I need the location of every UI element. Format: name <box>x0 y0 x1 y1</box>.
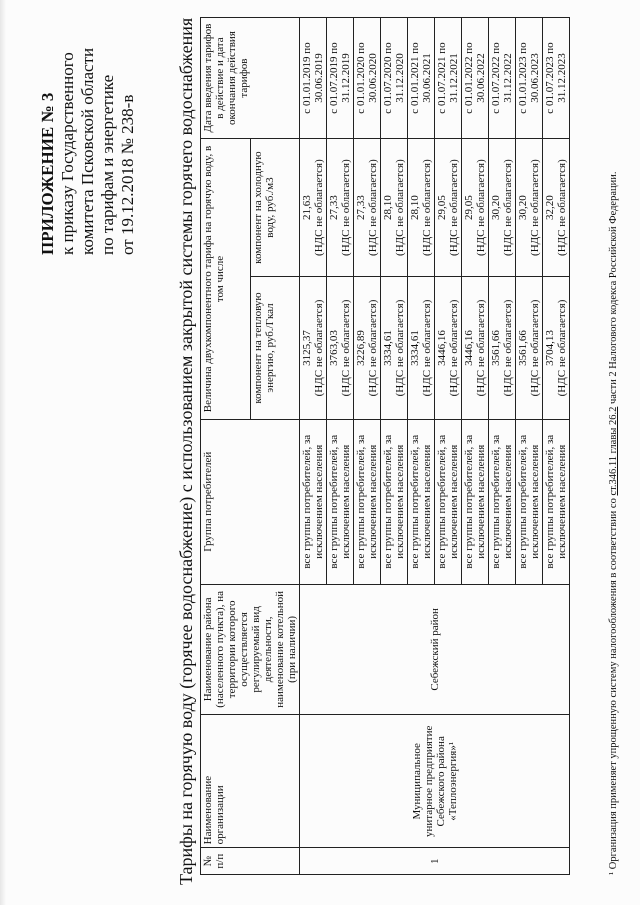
tariff-period: с 01.01.2021 по 30.06.2021 <box>408 18 435 139</box>
cold-component: 27,33 (НДС не облагается) <box>327 139 354 277</box>
table-body <box>300 18 570 875</box>
cold-component: 29,05 (НДС не облагается) <box>435 139 462 277</box>
appendix-line-1: к приказу Государственного <box>58 52 77 255</box>
tariff-period: с 01.01.2020 по 30.06.2020 <box>354 18 381 139</box>
heat-component: 3446,16 (НДС не облагается) <box>462 277 489 420</box>
table-row <box>300 18 327 875</box>
consumer-group: все группы потребителей, за исключением населения <box>408 419 435 584</box>
tariff-period: с 01.01.2019 по 30.06.2019 <box>300 18 327 139</box>
heat-component: 3561,66 (НДС не облагается) <box>489 277 516 420</box>
header-num: № п/п <box>201 848 300 875</box>
header-org: Наименование организации <box>201 715 300 848</box>
tariff-period: с 01.07.2020 по 31.12.2020 <box>381 18 408 139</box>
appendix-line-4: от 19.12.2018 № 238-в <box>118 94 137 255</box>
cold-component: 30,20 (НДС не облагается) <box>516 139 543 277</box>
footnote-law-reference: ст.346.11 главы 26.2 <box>608 406 619 496</box>
consumer-group: все группы потребителей, за исключением населения <box>489 419 516 584</box>
cold-component: 28,10 (НДС не облагается) <box>381 139 408 277</box>
tariff-period: с 01.07.2023 по 31.12.2023 <box>543 18 570 139</box>
tariff-period: с 01.01.2022 по 30.06.2022 <box>462 18 489 139</box>
appendix-line-2: комитета Псковской области <box>78 47 97 255</box>
heat-component: 3704,13 (НДС не облагается) <box>543 277 570 420</box>
appendix-block <box>38 15 138 255</box>
consumer-group: все группы потребителей, за исключением населения <box>462 419 489 584</box>
consumer-group: все группы потребителей, за исключением населения <box>327 419 354 584</box>
tariff-table <box>200 17 570 875</box>
footnote-text-after: части 2 Налогового кодекса Российской Федерации. <box>608 171 619 407</box>
cold-component: 29,05 (НДС не облагается) <box>462 139 489 277</box>
organization-name: Муниципальное унитарное предприятие Себежского района «Теплоэнергия»¹ <box>300 715 570 848</box>
heat-component: 3125,37 (НДС не облагается) <box>300 277 327 420</box>
header-dates: Дата введения тарифов в действие и дата окончания действия тарифов <box>201 18 300 139</box>
row-number: 1 <box>300 848 570 875</box>
cold-component: 28,10 (НДС не облагается) <box>408 139 435 277</box>
tariff-period: с 01.01.2023 по 30.06.2023 <box>516 18 543 139</box>
tariff-period: с 01.07.2019 по 31.12.2019 <box>327 18 354 139</box>
header-row-1 <box>201 18 251 875</box>
footnote <box>608 15 619 875</box>
cold-component: 21,63 (НДС не облагается) <box>300 139 327 277</box>
tariff-period: с 01.07.2022 по 31.12.2022 <box>489 18 516 139</box>
cold-component: 30,20 (НДС не облагается) <box>489 139 516 277</box>
appendix-line-3: по тарифам и энергетике <box>98 74 117 255</box>
tariff-period: с 01.07.2021 по 31.12.2021 <box>435 18 462 139</box>
consumer-group: все группы потребителей, за исключением населения <box>300 419 327 584</box>
appendix-heading: ПРИЛОЖЕНИЕ № 3 <box>38 92 57 255</box>
heat-component: 3334,61 (НДС не облагается) <box>381 277 408 420</box>
consumer-group: все группы потребителей, за исключением населения <box>354 419 381 584</box>
header-cold: компонент на холодную воду, руб./м3 <box>250 139 300 277</box>
header-group: Группа потребителей <box>201 419 300 584</box>
header-district: Наименование района (населенного пункта), на территории которого осуществляется регулируемый вид деятельности, наименование котельной (при наличии) <box>201 584 300 715</box>
document-title: Тарифы на горячую воду (горячее водоснабжение) с использованием закрытой системы горячего водоснабжения <box>176 17 196 885</box>
cold-component: 32,20 (НДС не облагается) <box>543 139 570 277</box>
heat-component: 3226,89 (НДС не облагается) <box>354 277 381 420</box>
footnote-text-before: ¹ Организация применяет упрощенную систему налогообложения в соответствии со <box>608 495 619 875</box>
heat-component: 3561,66 (НДС не облагается) <box>516 277 543 420</box>
consumer-group: все группы потребителей, за исключением населения <box>435 419 462 584</box>
header-tariff-value: Величина двухкомпонентного тарифа на горячую воду, в том числе <box>201 139 251 420</box>
consumer-group: все группы потребителей, за исключением населения <box>381 419 408 584</box>
consumer-group: все группы потребителей, за исключением населения <box>543 419 570 584</box>
heat-component: 3334,61 (НДС не облагается) <box>408 277 435 420</box>
heat-component: 3763,03 (НДС не облагается) <box>327 277 354 420</box>
heat-component: 3446,16 (НДС не облагается) <box>435 277 462 420</box>
header-heat: компонент на тепловую энергию, руб./Гкал <box>250 277 300 420</box>
consumer-group: все группы потребителей, за исключением населения <box>516 419 543 584</box>
district-name: Себежский район <box>300 584 570 715</box>
cold-component: 27,33 (НДС не облагается) <box>354 139 381 277</box>
